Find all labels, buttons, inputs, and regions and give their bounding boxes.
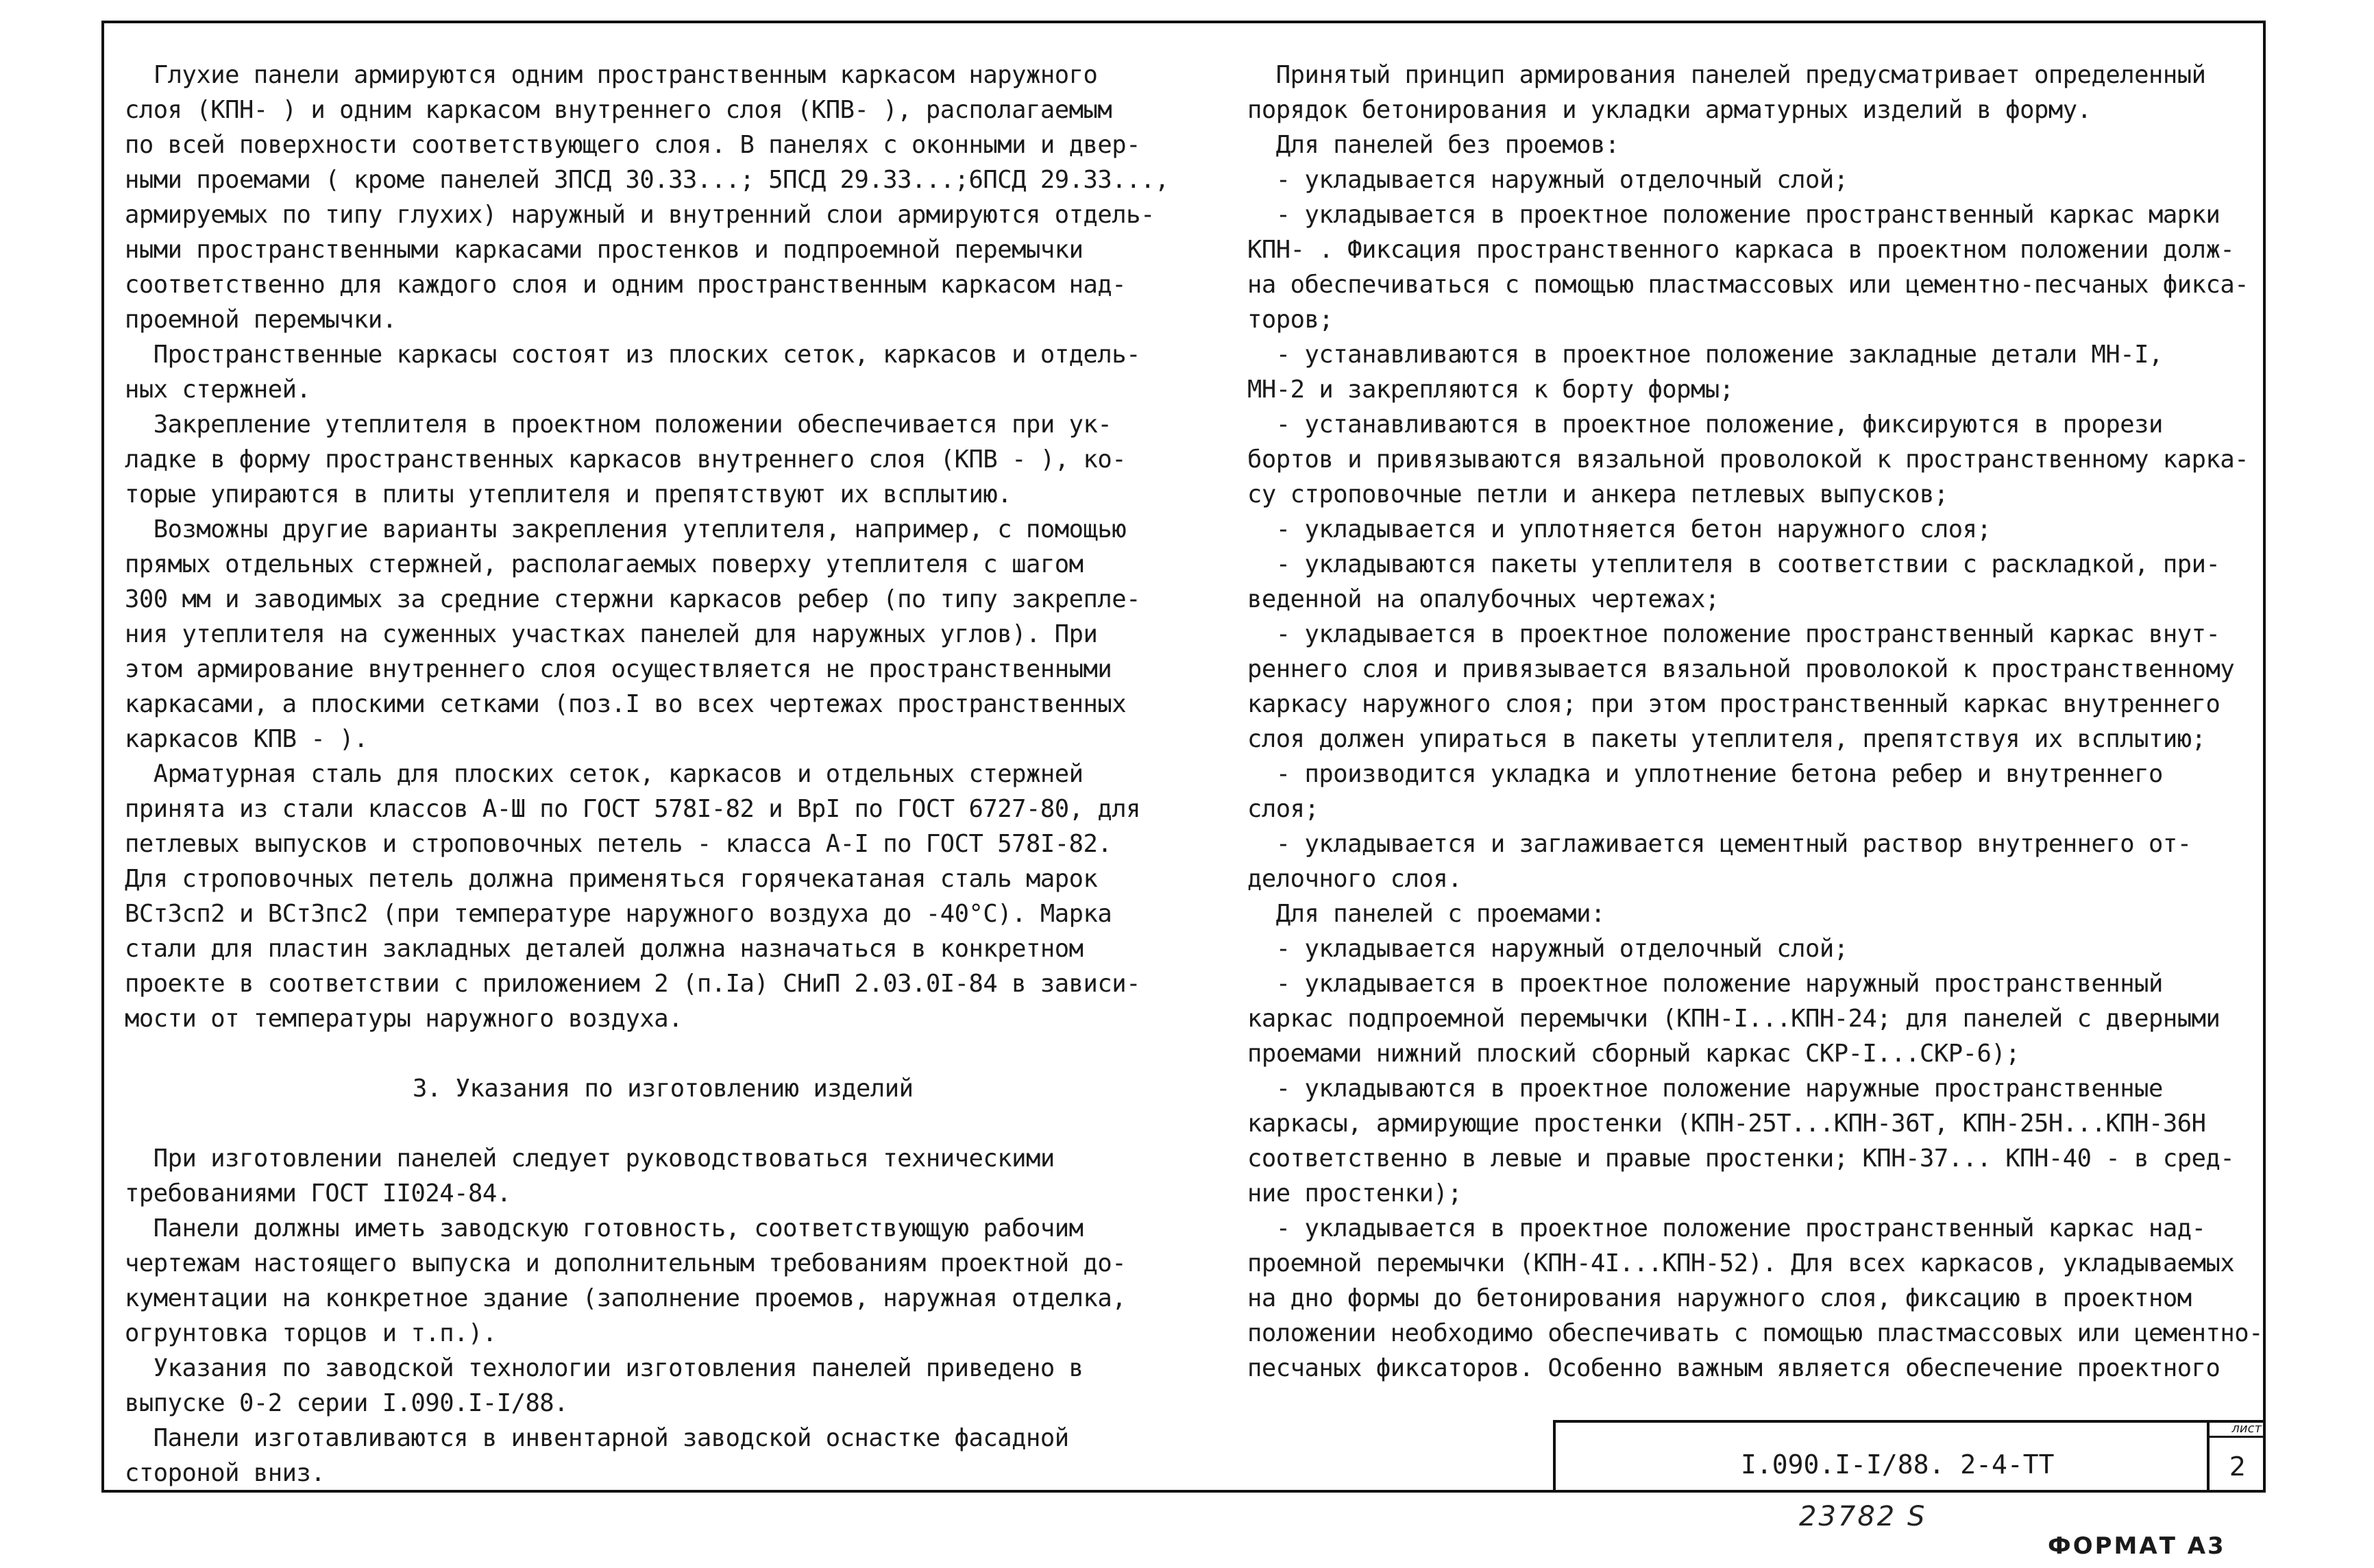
document-code: I.090.I-I/88. 2-4-ТТ — [1741, 1449, 2055, 1480]
text-line: огрунтовка торцов и т.п.). — [125, 1319, 497, 1347]
text-line: ВСт3сп2 и ВСт3пс2 (при температуре наружного воздуха до -40°С). Марка — [125, 900, 1112, 928]
sheet-number: 2 — [2229, 1451, 2247, 1482]
text-line: - укладывается в проектное положение пространственный каркас над- — [1247, 1214, 2206, 1242]
text-line: - укладывается и заглаживается цементный раствор внутреннего от- — [1247, 830, 2192, 858]
text-line: - укладываются в проектное положение наружные пространственные — [1247, 1075, 2163, 1103]
text-line: каркасами, а плоскими сетками (поз.I во всех чертежах пространственных — [125, 690, 1127, 718]
text-line: соответственно для каждого слоя и одним пространственным каркасом над- — [125, 271, 1127, 299]
text-line: каркасу наружного слоя; при этом пространственный каркас внутреннего — [1247, 690, 2220, 718]
text-line: ладке в форму пространственных каркасов внутреннего слоя (КПВ - ), ко- — [125, 445, 1127, 474]
text-line: требованиями ГОСТ II024-84. — [125, 1179, 511, 1208]
text-line: Панели должны иметь заводскую готовность, соответствующую рабочим — [125, 1214, 1084, 1242]
text-line: Панели изготавливаются в инвентарной заводской оснастке фасадной — [125, 1424, 1069, 1452]
text-line: каркасов КПВ - ). — [125, 725, 368, 753]
text-line: Для строповочных петель должна применяться горячекатаная сталь марок — [125, 865, 1098, 893]
text-line: - устанавливаются в проектное положение закладные детали МН-I, — [1247, 341, 2163, 369]
text-line: слоя (КПН- ) и одним каркасом внутреннего слоя (КПВ- ), располагаемым — [125, 96, 1112, 124]
text-line: су строповочные петли и анкера петлевых выпусков; — [1247, 480, 1948, 509]
text-line: - производится укладка и уплотнение бетона ребер и внутреннего — [1247, 760, 2163, 788]
left-paragraphs-2 — [125, 1141, 1173, 1491]
text-line: Для панелей с проемами: — [1247, 900, 1605, 928]
text-line: этом армирование внутреннего слоя осуществляется не пространственными — [125, 655, 1112, 683]
text-line: слоя; — [1247, 795, 1319, 823]
text-line: каркасы, армирующие простенки (КПН-25Т...КПН-36Т, КПН-25Н...КПН-36Н — [1247, 1110, 2206, 1138]
left-paragraphs — [125, 58, 1173, 1036]
text-line: по всей поверхности соответствующего слоя. В панелях с оконными и двер- — [125, 131, 1140, 159]
text-line: Пространственные каркасы состоят из плоских сеток, каркасов и отдель- — [125, 341, 1140, 369]
text-line: проемной перемычки. — [125, 306, 397, 334]
text-line: - укладывается в проектное положение пространственный каркас внут- — [1247, 620, 2220, 648]
text-line: выпуске 0-2 серии I.090.I-I/88. — [125, 1389, 569, 1417]
sheet-label: лист — [2210, 1421, 2266, 1438]
text-line: петлевых выпусков и строповочных петель - класса А-I по ГОСТ 578I-82. — [125, 830, 1112, 858]
text-line: песчаных фиксаторов. Особенно важным является обеспечение проектного — [1247, 1354, 2220, 1382]
text-line: мости от температуры наружного воздуха. — [125, 1005, 683, 1033]
text-line: порядок бетонирования и укладки арматурных изделий в форму. — [1247, 96, 2092, 124]
text-line: делочного слоя. — [1247, 865, 1463, 893]
right-text-column — [1247, 58, 2262, 1386]
text-line: соответственно в левые и правые простенки; КПН-37... КПН-40 - в сред- — [1247, 1144, 2235, 1173]
text-line: торов; — [1247, 306, 1334, 334]
text-line: При изготовлении панелей следует руководствоваться техническими — [125, 1144, 1055, 1173]
text-line: проемами нижний плоский сборный каркас СКР-I...СКР-6); — [1247, 1040, 2020, 1068]
left-text-column — [125, 58, 1173, 1491]
text-line: прямых отдельных стержней, располагаемых поверху утеплителя с шагом — [125, 550, 1084, 578]
text-line: ния утеплителя на суженных участках панелей для наружных углов). При — [125, 620, 1098, 648]
text-line: реннего слоя и привязывается вязальной проволокой к пространственному — [1247, 655, 2235, 683]
section-heading: 3. Указания по изготовлению изделий — [413, 1075, 914, 1103]
right-paragraphs — [1247, 58, 2262, 1386]
text-line: Арматурная сталь для плоских сеток, каркасов и отдельных стержней — [125, 760, 1084, 788]
text-line: ние простенки); — [1247, 1179, 1463, 1208]
text-line: торые упираются в плиты утеплителя и препятствуют их всплытию. — [125, 480, 1012, 509]
text-line: ными пространственными каркасами простенков и подпроемной перемычки — [125, 236, 1084, 264]
text-line: - укладывается в проектное положение пространственный каркас марки — [1247, 201, 2220, 229]
text-line: 300 мм и заводимых за средние стержни каркасов ребер (по типу закрепле- — [125, 585, 1140, 613]
text-line: стороной вниз. — [125, 1459, 326, 1487]
text-line: армируемых по типу глухих) наружный и внутренний слои армируются отдель- — [125, 201, 1155, 229]
text-line: ных стержней. — [125, 376, 311, 404]
text-line: каркас подпроемной перемычки (КПН-I...КПН-24; для панелей с дверными — [1247, 1005, 2220, 1033]
text-line: стали для пластин закладных деталей должна назначаться в конкретном — [125, 935, 1084, 963]
text-line: Указания по заводской технологии изготовления панелей приведено в — [125, 1354, 1084, 1382]
text-line: положении необходимо обеспечивать с помощью пластмассовых или цементно- — [1247, 1319, 2263, 1347]
text-line: ными проемами ( кроме панелей ЗПСД 30.33...; 5ПСД 29.33...;6ПСД 29.33..., — [125, 166, 1169, 194]
format-label: ФОРМАТ А3 — [2048, 1532, 2226, 1560]
text-line: Закрепление утеплителя в проектном положении обеспечивается при ук- — [125, 411, 1112, 439]
text-line: Принятый принцип армирования панелей предусматривает определенный — [1247, 61, 2206, 89]
text-line: КПН- . Фиксация пространственного каркаса в проектном положении долж- — [1247, 236, 2235, 264]
text-line: принята из стали классов А-Ш по ГОСТ 578I-82 и ВрI по ГОСТ 6727-80, для — [125, 795, 1140, 823]
text-line: чертежам настоящего выпуска и дополнительным требованиям проектной до- — [125, 1249, 1127, 1277]
text-line: Для панелей без проемов: — [1247, 131, 1619, 159]
text-line: слоя должен упираться в пакеты утеплителя, препятствуя их всплытию; — [1247, 725, 2206, 753]
text-line: МН-2 и закрепляются к борту формы; — [1247, 376, 1734, 404]
text-line: - устанавливаются в проектное положение, фиксируются в прорези — [1247, 411, 2163, 439]
text-line: на дно формы до бетонирования наружного слоя, фиксацию в проектном — [1247, 1284, 2192, 1312]
text-line: веденной на опалубочных чертежах; — [1247, 585, 1720, 613]
text-line: проемной перемычки (КПН-4I...КПН-52). Для всех каркасов, укладываемых — [1247, 1249, 2235, 1277]
text-line: - укладывается наружный отделочный слой; — [1247, 935, 1848, 963]
text-line: проекте в соответствии с приложением 2 (п.Iа) СНиП 2.03.0I-84 в зависи- — [125, 970, 1140, 998]
text-line: на обеспечиваться с помощью пластмассовых или цементно-песчаных фикса- — [1247, 271, 2249, 299]
text-line: - укладываются пакеты утеплителя в соответствии с раскладкой, при- — [1247, 550, 2220, 578]
text-line: Возможны другие варианты закрепления утеплителя, например, с помощью — [125, 515, 1127, 543]
text-line: - укладывается наружный отделочный слой; — [1247, 166, 1848, 194]
text-line: Глухие панели армируются одним пространственным каркасом наружного — [125, 61, 1098, 89]
text-line: кументации на конкретное здание (заполнение проемов, наружная отделка, — [125, 1284, 1127, 1312]
text-line: - укладывается в проектное положение наружный пространственный — [1247, 970, 2163, 998]
inventory-number: 23782 S — [1799, 1501, 1927, 1532]
text-line: бортов и привязываются вязальной проволокой к пространственному карка- — [1247, 445, 2249, 474]
text-line: - укладывается и уплотняется бетон наружного слоя; — [1247, 515, 1992, 543]
